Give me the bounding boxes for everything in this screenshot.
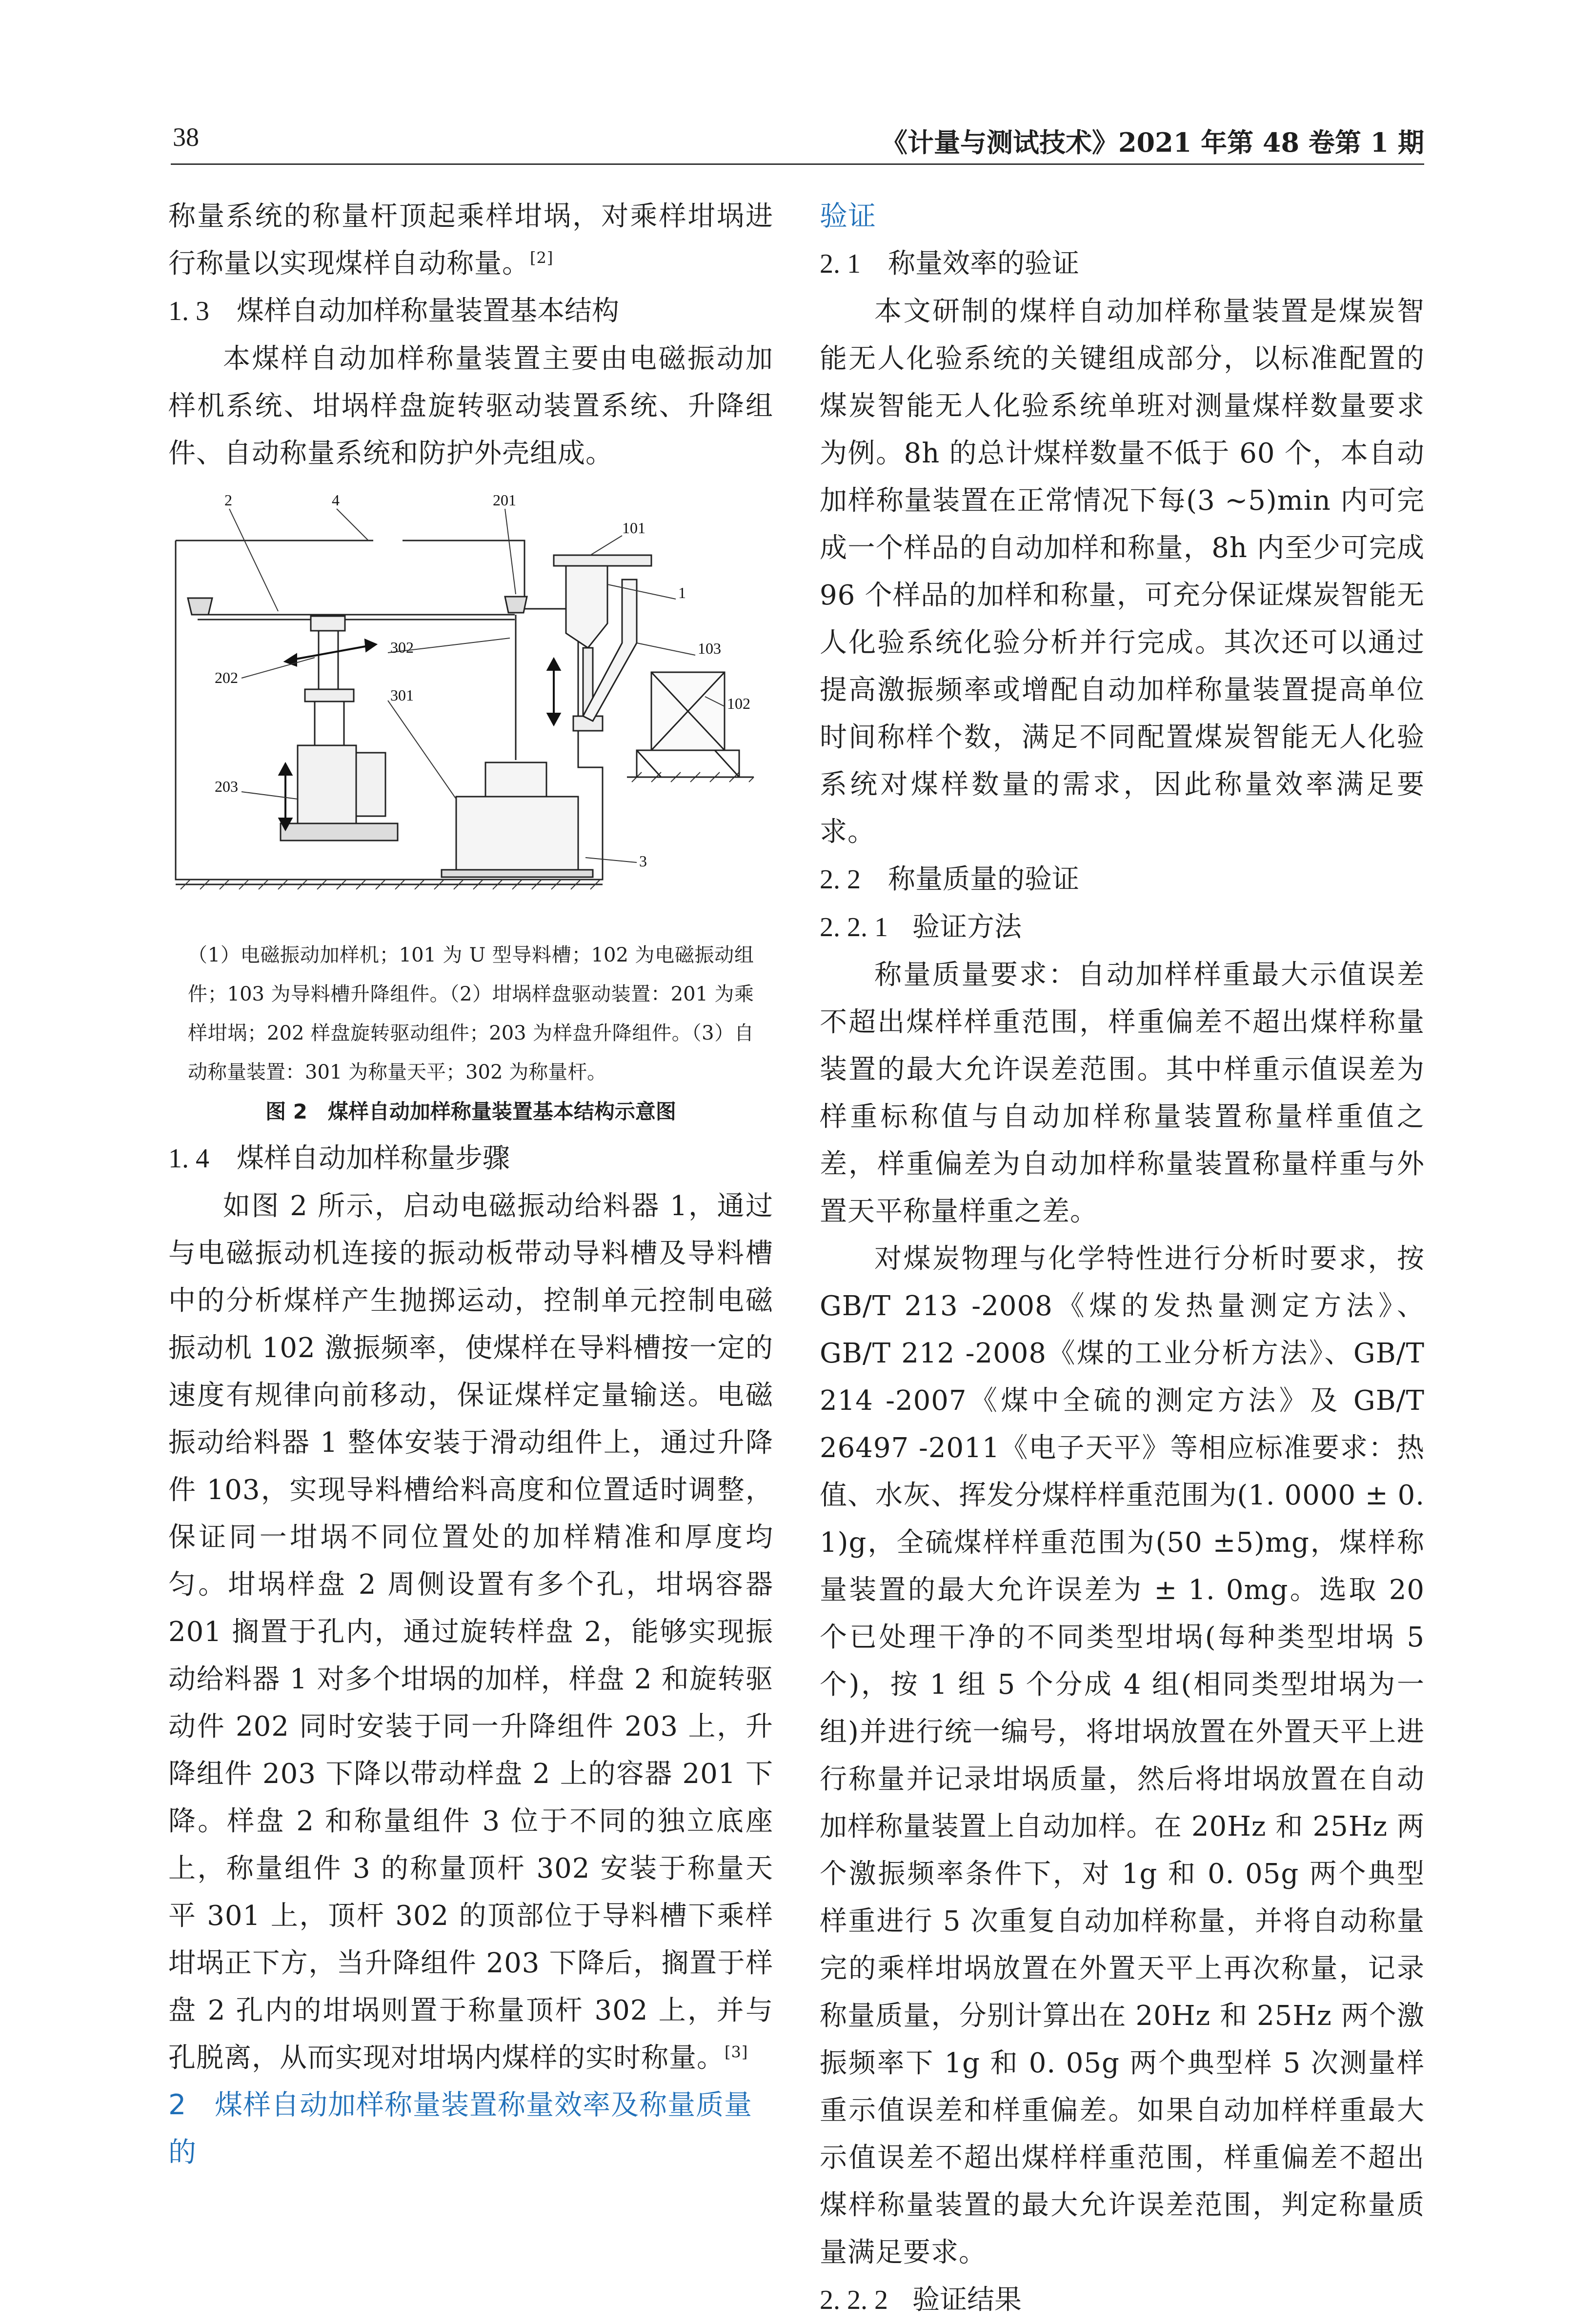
paragraph-4: 本文研制的煤样自动加样称量装置是煤炭智能无人化验系统的关键组成部分，以标准配置的煤炭智能无人化验系统单班对测量煤样数量要求为例。8h 的总计煤样数量不低于 60 个，本自动加样称量装置在正常情况下每(3 ~5)min 内可完成一个样品的自动加样和称量，8h 内至少可完成 96 个样品的加样和称量，可充分保证煤炭智能无人化验系统化验分析并行完成。其次还可以通过提高激振频率或增配自动加样称量装置提高单位时间称样个数，满足不同配置煤炭智能无人化验系统对煤样数量的需求，因此称量效率满足要求。: [820, 296, 1425, 848]
section-title: 验证结果: [912, 2284, 1022, 2316]
vibrating-feeder-1: [566, 566, 607, 648]
right-column: [820, 193, 1425, 2324]
section-heading-1-3: [168, 287, 773, 335]
header-rule: [171, 163, 1424, 165]
label-1: 1: [678, 584, 686, 601]
paragraph-3: [168, 1182, 773, 2082]
label-102: 102: [727, 695, 750, 712]
section-heading-2-2-1: [820, 903, 1425, 951]
section-title: 称量效率的验证: [888, 248, 1079, 280]
paragraph-text: 称量系统的称量杆顶起乘样坩埚，对乘样坩埚进行称量以实现煤样自动称量。: [168, 200, 773, 280]
paragraph-6: 对煤炭物理与化学特性进行分析时要求，按 GB/T 213 -2008《煤的发热量测定方法》、GB/T 212 -2008《煤的工业分析方法》、GB/T 214 -2007《煤中全硫的测定方法》及 GB/T 26497 -2011《电子天平》等相应标准要求：热值、水灰、挥发分煤样样重范围为(1. 0000 ± 0. 1)g，全硫煤样样重范围为(50 ±5)mg，煤样称量装置的最大允许误差为 ± 1. 0mg。选取 20 个已处理干净的不同类型坩埚(每种类型坩埚 5 个)，按 1 组 5 个分成 4 组(相同类型坩埚为一组)并进行统一编号，将坩埚放置在外置天平上进行称量并记录坩埚质量，然后将坩埚放置在自动加样称量装置上自动加样。在 20Hz 和 25Hz 两个激振频率条件下，对 1g 和 0. 05g 两个典型样重进行 5 次重复自动加样称量，并将自动称量完的乘样坩埚放置在外置天平上再次称量，记录称量质量，分别计算出在 20Hz 和 25Hz 两个激振频率下 1g 和 0. 05g 两个典型样 5 次测量样重示值误差和样重偏差。如果自动加样样重最大示值误差不超出煤样样重范围，样重偏差不超出煤样称量装置的最大允许误差范围，判定称量质量满足要求。: [820, 1243, 1425, 2268]
label-202: 202: [215, 669, 238, 686]
figure-title: 图 2 煤样自动加样称量装置基本结构示意图: [265, 1100, 676, 1123]
figure-note: （1）电磁振动加样机；101 为 U 型导料槽；102 为电磁振动组件；103 为导料槽升降组件。（2）坩埚样盘驱动装置：201 为乘样坩埚；202 样盘旋转驱动组件；203 为样盘升降组件。（3）自动称量装置：301 为称量天平；302 为称量杆。: [188, 944, 754, 1083]
section-title: 煤样自动加样称量装置称量效率及称量质量的: [168, 2089, 752, 2168]
section-heading-2-2-2: [820, 2276, 1425, 2324]
section-number: 2. 2. 1: [820, 912, 888, 942]
section-number: 2. 2: [820, 864, 861, 895]
section-number: 2. 1: [820, 249, 861, 279]
crucible-201: [505, 597, 527, 613]
structure-diagram: [168, 487, 773, 931]
page-number: 38: [173, 122, 199, 152]
section-heading-2-cont: 验证: [820, 200, 876, 232]
label-101: 101: [622, 519, 645, 537]
label-203: 203: [215, 778, 238, 795]
label-4: 4: [332, 491, 340, 509]
label-103: 103: [698, 640, 721, 657]
rotate-arrow: [290, 645, 371, 660]
section-number: 1. 3: [168, 296, 209, 326]
label-2: 2: [224, 491, 232, 509]
page-header: [171, 122, 1424, 161]
label-301: 301: [390, 686, 414, 704]
section-heading-2-2: [820, 856, 1425, 903]
section-title: 验证方法: [912, 911, 1022, 943]
paragraph-2: 本煤样自动加样称量装置主要由电磁振动加样机系统、坩埚样盘旋转驱动装置系统、升降组件、自动称量系统和防护外壳组成。: [168, 343, 773, 469]
paragraph-1: [168, 193, 773, 287]
figure-2-diagram: [168, 487, 773, 931]
label-302: 302: [390, 639, 414, 656]
left-column: [168, 193, 773, 2176]
lift-assembly-203: [298, 745, 356, 823]
label-3: 3: [639, 852, 647, 870]
section-title: 煤样自动加样称量步骤: [237, 1142, 510, 1174]
crucible-left: [188, 598, 212, 615]
paragraph-text: 如图 2 所示，启动电磁振动给料器 1，通过与电磁振动机连接的振动板带动导料槽及导料槽中的分析煤样产生抛掷运动，控制单元控制电磁振动机 102 激振频率，使煤样在导料槽按一定的速度有规律向前移动，保证煤样定量输送。电磁振动给料器 1 整体安装于滑动组件上，通过升降件 103，实现导料槽给料高度和位置适时调整，保证同一坩埚不同位置处的加样精准和厚度均匀。坩埚样盘 2 周侧设置有多个孔，坩埚容器 201 搁置于孔内，通过旋转样盘 2，能够实现振动给料器 1 对多个坩埚的加样，样盘 2 和旋转驱动件 202 同时安装于同一升降组件 203 上，升降组件 203 下降以带动样盘 2 上的容器 201 下降。样盘 2 和称量组件 3 位于不同的独立底座上，称量组件 3 的称量顶杆 302 安装于称量天平 301 上，顶杆 302 的顶部位于导料槽下乘样坩埚正下方，当升降组件 203 下降后，搁置于样盘 2 孔内的坩埚则置于称量顶杆 302 上，并与孔脱离，从而实现对坩埚内煤样的实时称量。: [168, 1190, 773, 2074]
journal-title: 《计量与测试技术》2021 年第 48 卷第 1 期: [881, 127, 1424, 158]
section-title: 称量质量的验证: [888, 863, 1079, 895]
paragraph-5: 称量质量要求：自动加样样重最大示值误差不超出煤样样重范围，样重偏差不超出煤样称量装置的最大允许误差范围。其中样重示值误差为样重标称值与自动加样称量装置称量样重值之差，样重偏差为自动加样称量装置称量样重与外置天平称量样重之差。: [820, 959, 1425, 1227]
label-201: 201: [493, 491, 516, 509]
section-number: 1. 4: [168, 1143, 209, 1174]
citation: [2]: [530, 248, 554, 267]
section-number: 2. 2. 2: [820, 2285, 888, 2315]
section-heading-2: [168, 2082, 773, 2176]
section-heading-2-1: [820, 240, 1425, 288]
section-number: 2: [168, 2089, 187, 2121]
section-title: 煤样自动加样称量装置基本结构: [237, 295, 619, 327]
citation: [3]: [725, 2043, 748, 2062]
chute-101: [554, 555, 651, 566]
section-heading-1-4: [168, 1135, 773, 1182]
balance-301: [456, 797, 578, 870]
